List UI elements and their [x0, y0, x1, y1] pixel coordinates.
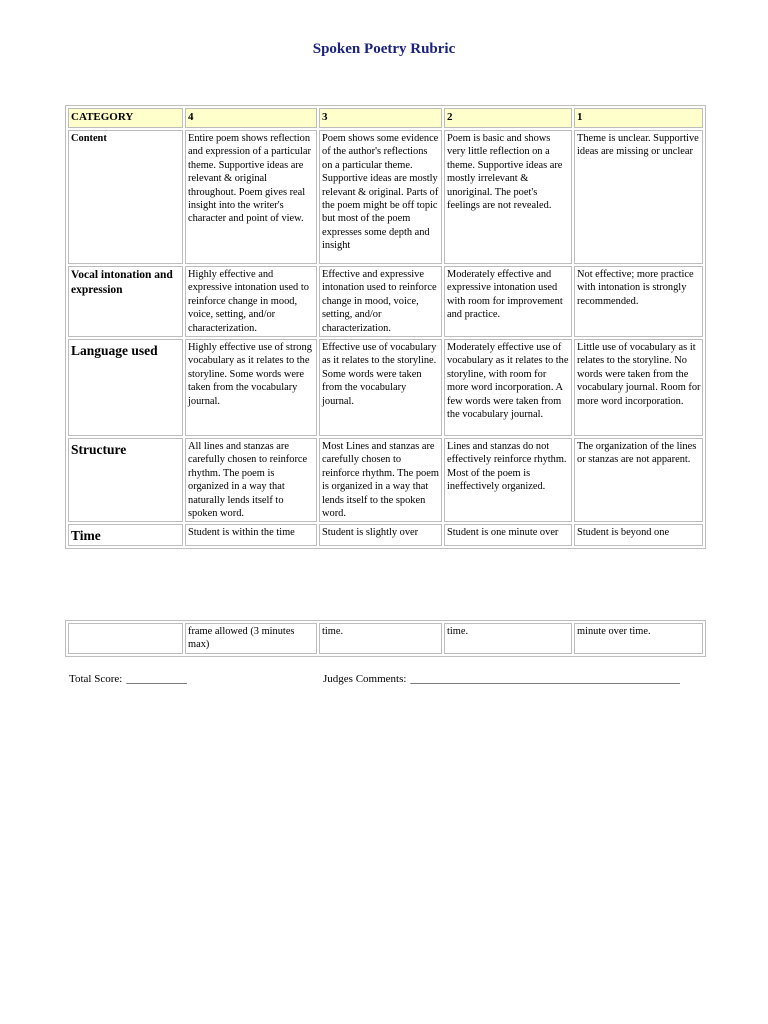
total-score — [69, 673, 187, 685]
table-row-time-continued — [68, 623, 703, 654]
table-row-content — [68, 130, 703, 264]
table-cell: Not effective; more practice with intonation is strongly recommended. — [574, 266, 703, 337]
header-score-2: 2 — [444, 108, 572, 128]
table-header-row — [68, 108, 703, 128]
header-score-4: 4 — [185, 108, 317, 128]
category-structure: Structure — [68, 438, 183, 522]
table-cell: Highly effective use of strong vocabulary as it relates to the storyline. Some words were taken from the vocabulary journal. — [185, 339, 317, 436]
table-cell: minute over time. — [574, 623, 703, 654]
header-score-1: 1 — [574, 108, 703, 128]
table-cell: Student is one minute over — [444, 524, 572, 546]
table-cell: Effective use of vocabulary as it relates to the storyline. Some words were taken from the vocabulary journal. — [319, 339, 442, 436]
judges-comments-label: Judges Comments: — [323, 673, 407, 685]
table-cell: frame allowed (3 minutes max) — [185, 623, 317, 654]
header-category: CATEGORY — [68, 108, 183, 128]
table-cell: Poem shows some evidence of the author's reflections on a particular theme. Supportive ideas are mostly relevant & original. Parts of the poem might be off topic but most of the poem expresses some depth and insight — [319, 130, 442, 264]
table-cell: Student is within the time — [185, 524, 317, 546]
table-cell: Lines and stanzas do not effectively reinforce rhythm. Most of the poem is ineffectively organized. — [444, 438, 572, 522]
page-title: Spoken Poetry Rubric — [312, 41, 456, 57]
table-row-structure — [68, 438, 703, 522]
rubric-table — [65, 105, 706, 549]
table-cell: Moderately effective and expressive intonation used with room for improvement and practice. — [444, 266, 572, 337]
table-cell — [68, 623, 183, 654]
table-cell: time. — [444, 623, 572, 654]
table-cell: Student is beyond one — [574, 524, 703, 546]
header-score-3: 3 — [319, 108, 442, 128]
category-vocal-intonation: Vocal intonation and expression — [68, 266, 183, 337]
table-cell: Student is slightly over — [319, 524, 442, 546]
category-time: Time — [68, 524, 183, 546]
judges-comments-blank: _________________________________________________ — [410, 673, 680, 685]
rubric-table-continuation — [65, 620, 706, 657]
category-language-used: Language used — [68, 339, 183, 436]
category-content: Content — [68, 130, 183, 264]
total-score-blank: ___________ — [126, 673, 187, 685]
table-cell: Poem is basic and shows very little reflection on a theme. Supportive ideas are mostly irrelevant & unoriginal. The poet's feelings are not revealed. — [444, 130, 572, 264]
table-row-vocal — [68, 266, 703, 337]
table-cell: Theme is unclear. Supportive ideas are missing or unclear — [574, 130, 703, 264]
table-cell: Entire poem shows reflection and expression of a particular theme. Supportive ideas are relevant & original throughout. Poem gives real insight into the writer's character and point of view. — [185, 130, 317, 264]
table-cell: Little use of vocabulary as it relates to the storyline. No words were taken from the vocabulary journal. Room for more word incorporation. — [574, 339, 703, 436]
table-cell: Moderately effective use of vocabulary as it relates to the storyline, with room for more word incorporation. A few words were taken from the vocabulary journal. — [444, 339, 572, 436]
table-row-time — [68, 524, 703, 546]
table-cell: Highly effective and expressive intonation used to reinforce change in mood, voice, setting, and/or characterization. — [185, 266, 317, 337]
judges-comments — [323, 673, 680, 685]
table-cell: All lines and stanzas are carefully chosen to reinforce rhythm. The poem is organized in a way that naturally lends itself to spoken word. — [185, 438, 317, 522]
table-cell: Effective and expressive intonation used to reinforce change in mood, voice, setting, and/or characterization. — [319, 266, 442, 337]
table-row-language — [68, 339, 703, 436]
total-score-label: Total Score: — [69, 673, 123, 685]
table-cell: Most Lines and stanzas are carefully chosen to reinforce rhythm. The poem is organized in a way that lends itself to the spoken word. — [319, 438, 442, 522]
table-cell: The organization of the lines or stanzas are not apparent. — [574, 438, 703, 522]
table-cell: time. — [319, 623, 442, 654]
